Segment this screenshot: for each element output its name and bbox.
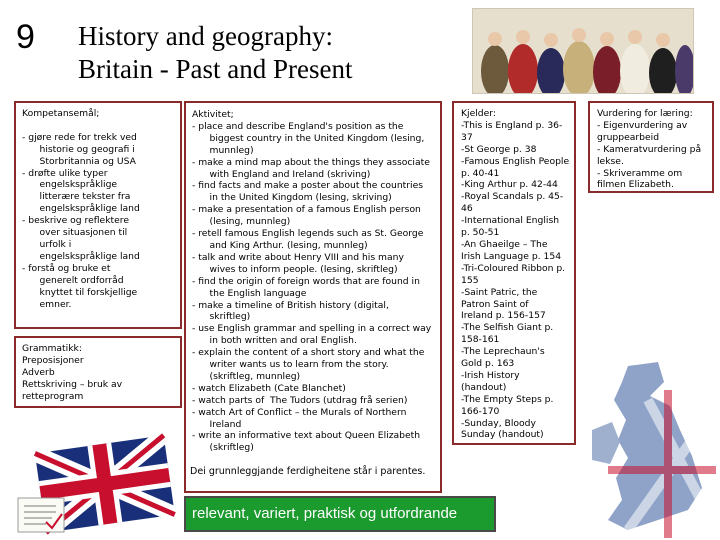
kompetansemaal-list	[22, 120, 174, 311]
footer-banner: relevant, variert, praktisk og utfordrande	[184, 496, 496, 532]
aktivitet-line: in both written and oral English.	[192, 335, 357, 347]
vurdering-box	[588, 101, 714, 193]
checklist-note-image	[16, 496, 68, 536]
aktivitet-line: - watch parts of The Tudors (utdrag frå serien)	[192, 394, 408, 406]
kompetansemaal-line: over situasjonen til	[22, 227, 128, 239]
kompetansemaal-line: generelt ordforråd	[22, 274, 124, 286]
aktivitet-line: - watch Elizabeth (Cate Blanchet)	[192, 382, 346, 394]
kompetansemaal-line: engelskspråklige land	[22, 250, 140, 262]
kjelder-line: -This is England p. 36-	[461, 119, 563, 131]
aktivitet-line: - find the origin of foreign words that are found in	[192, 275, 420, 287]
aktivitet-line: biggest country in the United Kingdom (lesing,	[192, 132, 425, 144]
aktivitet-line: Aktivitet;	[192, 109, 234, 120]
kjelder-line: -Saint Patric, the	[461, 286, 538, 298]
kjelder-line: -Famous English People	[461, 155, 570, 167]
title-line-2: Britain - Past and Present	[78, 54, 353, 84]
grammatikk-line: Rettskriving – bruk av	[22, 378, 123, 390]
kompetansemaal-heading: Kompetansemål;	[22, 108, 100, 119]
aktivitet-box	[184, 101, 442, 493]
kjelder-list	[461, 108, 570, 441]
ferdigheiter-note: Dei grunnleggjande ferdigheitene står i parentes.	[190, 466, 426, 477]
aktivitet-line: (skriftleg, munnleg)	[192, 370, 301, 382]
grammatikk-line: Preposisjoner	[22, 354, 84, 366]
aktivitet-line: and King Arthur. (lesing, munnleg)	[192, 239, 368, 251]
kjelder-line: -Sunday, Bloody	[461, 417, 536, 429]
kompetansemaal-line: engelskspråklige land	[22, 203, 140, 215]
aktivitet-line: with England and Ireland (skriving)	[192, 168, 371, 180]
aktivitet-line: - find facts and make a poster about the countries	[192, 180, 424, 192]
aktivitet-line: - use English grammar and spelling in a correct way	[192, 323, 432, 335]
kjelder-line: -The Selfish Giant p.	[461, 322, 554, 334]
vurdering-line: - Kameratvurdering på	[597, 143, 702, 155]
kjelder-line: (handout)	[461, 381, 507, 393]
kjelder-line: -International English	[461, 215, 560, 227]
kjelder-line: 46	[461, 203, 473, 215]
vurdering-list	[597, 108, 705, 191]
kompetansemaal-line: emner.	[22, 298, 72, 310]
aktivitet-line: (skriftleg)	[192, 442, 254, 454]
aktivitet-line: - watch Art of Conflict – the Murals of Northern	[192, 406, 407, 418]
grammatikk-line: Grammatikk:	[22, 343, 82, 354]
kjelder-line: p. 40-41	[461, 167, 500, 179]
kjelder-line: -Tri-Coloured Ribbon p.	[461, 262, 566, 274]
kompetansemaal-line: - forstå og bruke et	[22, 262, 111, 274]
kjelder-line: Gold p. 163	[461, 358, 515, 370]
vurdering-line: filmen Elizabeth.	[597, 179, 674, 191]
vurdering-line: - Eigenvurdering av	[597, 119, 688, 131]
aktivitet-line: in the United Kingdom (lesing, skriving)	[192, 192, 392, 204]
kjelder-line: 155	[461, 274, 479, 286]
kompetansemaal-line: - beskrive og reflektere	[22, 215, 130, 227]
kjelder-line: p. 50-51	[461, 227, 500, 239]
kjelder-line: Ireland p. 156-157	[461, 310, 546, 322]
slide-title	[78, 20, 352, 86]
grammatikk-line: retteprogram	[22, 390, 84, 402]
vurdering-line: gruppearbeid	[597, 131, 660, 143]
aktivitet-list	[192, 109, 434, 454]
kjelder-line: Irish Language p. 154	[461, 250, 562, 262]
grammatikk-list	[22, 343, 174, 403]
kjelder-box	[452, 101, 576, 445]
kompetansemaal-box	[14, 101, 182, 329]
slide-number: 9	[16, 18, 35, 56]
kompetansemaal-line: Storbritannia og USA	[22, 155, 136, 167]
grammatikk-line: Adverb	[22, 366, 55, 378]
kjelder-line: Patron Saint of	[461, 298, 529, 310]
kjelder-line: -King Arthur p. 42-44	[461, 179, 558, 191]
royal-portraits-figures	[473, 9, 694, 94]
kompetansemaal-line: urfolk i	[22, 238, 72, 250]
kompetansemaal-line	[22, 120, 174, 132]
vurdering-line: Vurdering for læring:	[597, 108, 693, 119]
kompetansemaal-line: historie og geografi i	[22, 143, 135, 155]
kompetansemaal-line: knyttet til forskjellige	[22, 286, 138, 298]
kompetansemaal-line: - drøfte ulike typer	[22, 167, 108, 179]
aktivitet-line: - talk and write about Henry VIII and his many	[192, 251, 404, 263]
aktivitet-line: wives to inform people. (lesing, skriftleg)	[192, 263, 398, 275]
aktivitet-line: - explain the content of a short story and what the	[192, 347, 425, 359]
aktivitet-line: - make a mind map about the things they associate	[192, 156, 430, 168]
aktivitet-line: the English language	[192, 287, 307, 299]
aktivitet-line: Ireland	[192, 418, 242, 430]
kjelder-line: Sunday (handout)	[461, 429, 544, 441]
kjelder-line: -Irish History	[461, 369, 520, 381]
kjelder-line: Kjelder:	[461, 108, 496, 119]
vurdering-line: lekse.	[597, 155, 624, 167]
kjelder-line: -The Leprechaun's	[461, 346, 545, 358]
royal-portraits-image	[472, 8, 694, 94]
aktivitet-line: writer wants us to learn from the story.	[192, 359, 389, 371]
aktivitet-line: - write an informative text about Queen Elizabeth	[192, 430, 421, 442]
aktivitet-line: skriftleg)	[192, 311, 251, 323]
kompetansemaal-line: engelskspråklige	[22, 179, 118, 191]
kjelder-line: -An Ghaeilge – The	[461, 238, 548, 250]
kjelder-line: -Royal Scandals p. 45-	[461, 191, 564, 203]
kjelder-line: 166-170	[461, 405, 500, 417]
kompetansemaal-line: litterære tekster fra	[22, 191, 131, 203]
kjelder-line: 37	[461, 131, 473, 143]
aktivitet-line: - place and describe England's position as the	[192, 120, 404, 132]
vurdering-line: - Skriveramme om	[597, 167, 683, 179]
aktivitet-line: munnleg)	[192, 144, 254, 156]
title-line-1: History and geography:	[78, 21, 333, 51]
aktivitet-line: (lesing, munnleg)	[192, 216, 291, 228]
kjelder-line: -The Empty Steps p.	[461, 393, 554, 405]
grammatikk-box	[14, 336, 182, 408]
kompetansemaal-line: - gjøre rede for trekk ved	[22, 131, 137, 143]
kjelder-line: 158-161	[461, 334, 500, 346]
aktivitet-line: - make a presentation of a famous English person	[192, 204, 421, 216]
kjelder-line: -St George p. 38	[461, 143, 537, 155]
aktivitet-line: - retell famous English legends such as St. George	[192, 228, 424, 240]
aktivitet-line: - make a timeline of British history (digital,	[192, 299, 389, 311]
uk-flag-map-image	[588, 360, 716, 538]
